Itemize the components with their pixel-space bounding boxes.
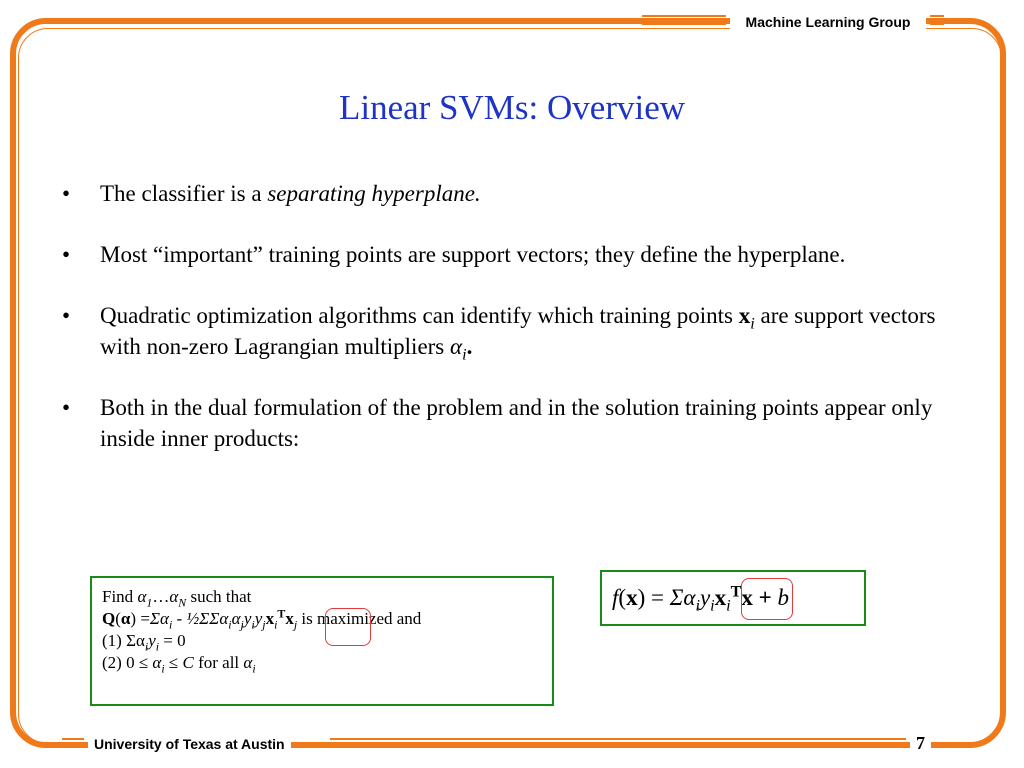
sub: j: [262, 617, 266, 632]
constraint-1: (1) Σα: [102, 631, 145, 650]
equals-zero: = 0: [159, 631, 186, 650]
x-bold: x: [626, 585, 638, 610]
sum-alpha: Σα: [669, 585, 696, 610]
y: y: [243, 609, 252, 628]
bullet-text: Quadratic optimization algorithms can identify which training points: [100, 303, 739, 328]
leq: ≤: [164, 653, 183, 672]
alpha-sub: i: [462, 346, 467, 364]
bullet-text: Both in the dual formulation of the problem and in the solution training points appear only inside inner products:: [100, 395, 933, 451]
var-x: x: [738, 303, 751, 328]
paren: (: [618, 585, 627, 610]
slide-title: Linear SVMs: Overview: [338, 88, 686, 127]
alpha: α: [231, 609, 241, 628]
sub: i: [144, 639, 149, 654]
alpha: α: [243, 653, 253, 672]
dual-line-2: [102, 608, 542, 630]
sub: i: [168, 617, 173, 632]
alpha: α: [169, 587, 179, 606]
sub: i: [726, 597, 731, 615]
bullet-emphasis: separating hyperplane.: [267, 181, 481, 206]
period: .: [466, 334, 473, 359]
dual-line-4: [102, 652, 542, 674]
footer-stripes-middle: [330, 738, 906, 750]
bullet-text-b: are support vectors with non-zero Lagrangian multipliers: [100, 303, 936, 359]
f: f: [612, 585, 619, 610]
y: y: [148, 631, 156, 650]
dual-line-1: [102, 586, 542, 608]
bullet-dot: •: [62, 303, 71, 328]
sum-alpha: Σα: [149, 609, 169, 628]
plus: +: [752, 585, 778, 610]
header-stripes-left: [642, 15, 726, 27]
header-stripes-right: [930, 15, 944, 27]
text: for all: [193, 653, 244, 672]
sub: i: [161, 661, 165, 676]
x-bold: x: [285, 609, 294, 628]
sub: i: [228, 617, 232, 632]
sub: j: [293, 617, 298, 632]
page-number: 7: [910, 732, 931, 754]
alpha-symbol: α: [450, 334, 463, 359]
header-label: Machine Learning Group: [730, 13, 926, 31]
bullet-dot: •: [62, 395, 71, 420]
bullet-item: [62, 178, 962, 209]
solution-box: [600, 570, 866, 626]
bullet-text: The classifier is a: [100, 181, 268, 206]
text: such that: [186, 587, 252, 606]
q-symbol: Q: [102, 609, 116, 628]
sub: j: [240, 617, 244, 632]
paren-equals: ) =: [130, 609, 150, 628]
sub: i: [695, 597, 700, 615]
sub: i: [710, 597, 715, 615]
bullet-item: [62, 392, 962, 454]
x-bold: x: [714, 585, 727, 610]
double-sum: - ½ΣΣα: [172, 609, 229, 628]
footer-stripes-left: [62, 738, 84, 750]
alpha-bold: α: [120, 609, 131, 628]
bullet-item: [62, 239, 962, 270]
bullet-item: [62, 300, 962, 362]
sub: i: [274, 617, 278, 632]
bullet-dot: •: [62, 242, 71, 267]
x-bold: x: [265, 609, 275, 628]
dual-formulation-box: [90, 576, 554, 706]
text: is maximized and: [297, 609, 422, 628]
x-bold: x: [741, 585, 753, 610]
dual-inner-product-highlight: [325, 608, 371, 646]
sub: i: [252, 661, 256, 676]
solution-inner-product-highlight: [741, 578, 793, 620]
var-x-sub: i: [750, 315, 755, 333]
alpha: α: [152, 653, 162, 672]
ellipsis: …: [152, 587, 170, 606]
b: b: [777, 585, 789, 610]
transpose: T: [277, 606, 286, 621]
sub: i: [155, 639, 160, 654]
bullet-list: [62, 178, 962, 484]
paren-equals: ) =: [637, 585, 670, 610]
y: y: [699, 585, 711, 610]
footer-label: University of Texas at Austin: [88, 735, 291, 753]
transpose: T: [730, 583, 742, 601]
sub: 1: [146, 595, 153, 610]
dual-line-3: [102, 630, 542, 652]
bullet-dot: •: [62, 181, 71, 206]
y: y: [254, 609, 263, 628]
sub: i: [251, 617, 255, 632]
constraint-2: (2) 0 ≤: [102, 653, 153, 672]
text: Find: [102, 587, 138, 606]
alpha: α: [137, 587, 147, 606]
c-symbol: C: [182, 653, 194, 672]
sub: N: [178, 595, 187, 610]
paren: (: [115, 609, 121, 628]
bullet-text: Most “important” training points are support vectors; they define the hyperplane.: [100, 242, 846, 267]
